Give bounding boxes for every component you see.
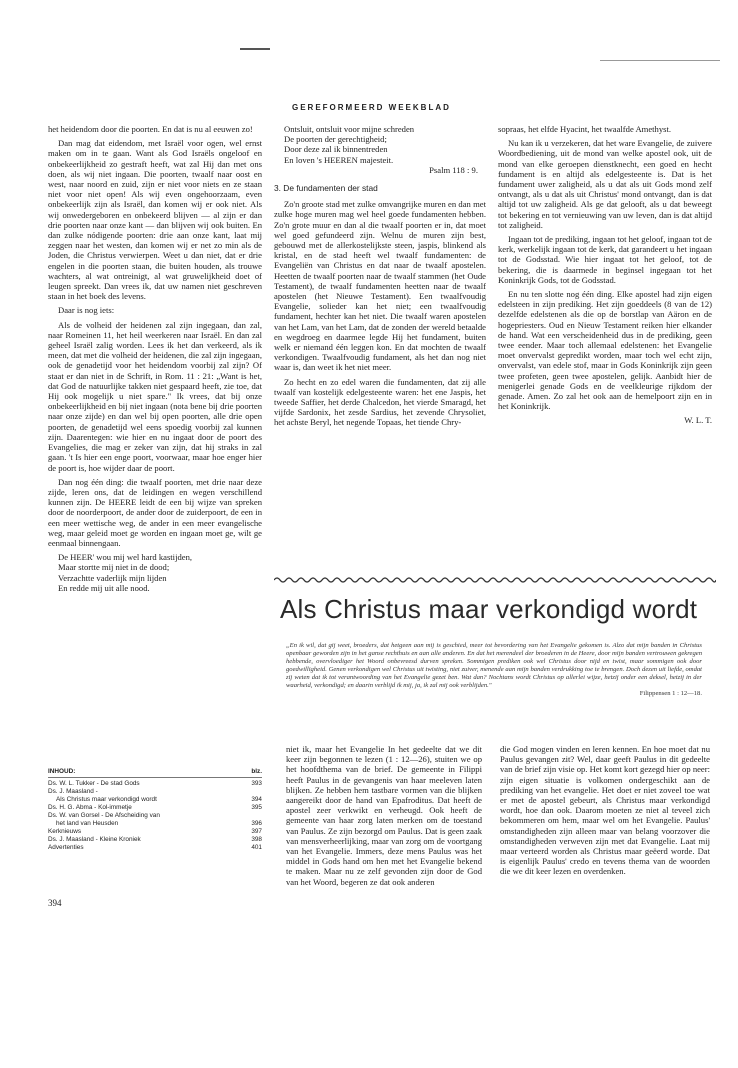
paragraph: niet ik, maar het Evangelie In het gedeelte dat we dit keer zijn begonnen te lezen (1 : 12—26), stuiten we op het hoofdthema van de brief. De gemeente in Filippi heeft Paulus in de gevangenis van haar meeleven laten blijken. Ze hebben hem tastbare vormen van die blijken aangereikt door de hand van Epafroditus. Dat heeft de apostel zeer verkwikt en verheugd. Ook heeft de gemeente van haar zorg laten merken om de toestand van Paulus. Ze zijn bezorgd om Paulus. Dat is geen zaak van mensverheerlijking, maar van zorg om de voortgang van het Evangelie. Immers, deze mens Paulus was het middel in Gods hand om hen met het Evangelie bekend te maken. Maar nu ze zelf gevonden zijn door de God van het Woord, begeren ze dat ook anderen: [286, 744, 482, 887]
toc-title: Ds. W. L. Tukker - De stad Gods: [48, 780, 140, 787]
toc-title: Ds. J. Maasland - Kleine Kroniek: [48, 836, 141, 843]
paragraph: Zo'n groote stad met zulke omvangrijke muren en dan met zulke hoge muren mag wel heel goede fundamenten hebben. Zo'n grote muur en dan al die twaalf poorten er in, dat moet wel goed gefundeerd zijn. Welnu de muren zijn best, gebouwd met de allerkostelijkste steen, jaspis, blinkend als kristal, en de stad heeft wel twaalf fundamenten: de Evangeliën van Christus en dat naar de twaalf apostelen. Heetten de twaalf poorten naar de twaalf stammen (het Oude Testament), de twaalf fundamenten heetten naar de twaalf apostelen (het Nieuwe Testament). Een twaalfvoudig Evangelie, solieder kan het niet; een twaalfvoudig fundament, hechter kan het niet. Die twaalf waren apostelen van het Lam, van het Lam, dat de zonden der wereld betaalde en wegdroeg en daarmee legde Hij het fundament, buiten welk er niemand één leggen kon. En dat mochten de twaalf verkondigen. Twaalfvoudig fundament, als het dan nog niet waar is, dan weet ik het niet meer.: [274, 199, 486, 373]
toc-page: 394: [251, 796, 262, 803]
toc-page: [244, 812, 262, 820]
toc-row: [48, 812, 262, 820]
poem-line: De poorten der gerechtigheid;: [284, 134, 387, 145]
poem-line: En loven 's HEEREN majesteit.: [284, 154, 394, 165]
toc-row: [48, 796, 262, 804]
paragraph: Ingaan tot de prediking, ingaan tot het geloof, ingaan tot de kerk, werkelijk ingaan tot de kerk, dat garandeert u het ingaan tot de Godsstad. Wie hier ingaat tot het geloof, tot de bekering, die is daarmede in beginsel ingegaan tot het Koninkrijk Gods, tot de Godsstad.: [498, 234, 712, 285]
poem-line: De HEER' wou mij wel hard kastijden,: [58, 552, 193, 563]
toc-row: [48, 828, 262, 836]
paragraph: sopraas, het elfde Hyacint, het twaalfde Amethyst.: [498, 124, 672, 134]
section-heading: 3. De fundamenten der stad: [274, 183, 378, 194]
toc-row: [48, 788, 262, 796]
toc-title: Kerknieuws: [48, 828, 82, 835]
wavy-divider: [274, 576, 716, 584]
intro-reference: Filippensen 1 : 12—18.: [639, 690, 702, 697]
article-title: Als Christus maar verkondigd wordt: [280, 594, 698, 624]
column-1: [48, 124, 262, 601]
paragraph: Dan nog één ding: die twaalf poorten, met drie naar deze zijde, leren ons, dat de leidingen en wegen verschillend kunnen zijn. De HEERE leidt de een bij wijze van spreken door de noorderpoort, de ander door de zuiderpoort, de een in een meer wettische weg, de ander in een meer evangelische weg, maar geleid moet ge worden en ingaan moet ge, wilt ge eenmaal binnengaan.: [48, 476, 262, 548]
poem-line: Door deze zal ik binnentreden: [284, 144, 388, 155]
paragraph: Zo hecht en zo edel waren die fundamenten, dat zij alle twaalf van kostelijk edelgesteente waren: het ene Jaspis, het tweede Saffier, het derde Chalcedon, het vierde Smaragd, het vijfde Sardonix, het zesde Sardius, het zevende Chrysoliet, het achste Beryl, het negende Topaas, het tiende Chry-: [274, 376, 486, 428]
masthead: GEREFORMEERD WEEKBLAD: [292, 103, 451, 112]
paragraph: het heidendom door die poorten. En dat is nu al eeuwen zo!: [48, 124, 253, 134]
intro-text: „En ik wil, dat gij weet, broeders, dat hetgeen aan mij is geschied, meer tot bevordering van het Evangelie gekomen is. Alzo dat mijn banden in Christus openbaar geworden zijn in het ganse rechthuis en aan alle anderen. En dat het merendeel der broederen in de Heere, door mijn banden vertrouwen gekregen hebbende, overvloediger het Woord onbevreesd durven spreken. Sommigen prediken ook wel Christus door nijd en twist, maar sommigen ook door goedwilligheid. Genen verkondigen wel Christus uit twisting, niet zuiver, menende aan mijn banden verdrukking toe te brengen. Doch dezen uit liefde, omdat zij weten dat ik tot verantwoording van het Evangelie gezet ben. Wat dan? Nochtans wordt Christus op allerlei wijze, hetzij onder een deksel, hetzij in der waarheid, verkondigd; en daarin verblijd ik mij, ja, ik zal mij ook verblijden.": [286, 642, 702, 689]
column-3: [498, 124, 712, 426]
toc-row: [48, 836, 262, 844]
scan-mark: [240, 48, 270, 50]
toc-header: [48, 768, 262, 778]
toc-page: 393: [251, 780, 262, 787]
scan-mark: [600, 60, 720, 61]
verse-reference: Psalm 118 : 9.: [429, 164, 478, 175]
toc-row: [48, 780, 262, 788]
scripture-intro: [286, 642, 702, 698]
toc-title: het land van Heusden: [56, 820, 119, 827]
paragraph: Dan mag dat eidendom, met Israël voor ogen, wel ernst maken om in te gaan. Want als God Israëls ongeloof en onbekeerlijkheid zo gestraft heeft, wat zal Hij dan met ons doen, als wij niet ingaan. Die poorten, twaalf naar oost en west, naar noord en zuid, zijn er niet voor niets en ze staan niet voor niet open! Als wij even ongehoorzaam, even onbekeerlijk zijn als Israël, dan komen wij er ook niet. Als wij onwedergeboren en onbekeerd blijven — al zijn er dan drie poorten naar onze kant — dan blijven wij ook buiten. En dan zulke nódigende poorten: drie aan onze kant, laat mij zeggen naar het westen, dan komen wij er net zo min als de Joden, die Christus verwierpen. Weet u dan niet, dat er drie engelen in die poorten staan, die buiten houden, als trouwe wachters, al wat ontreinigt, al wat gruwelijkheid doet of leugen spreekt. Dan vrees ik, dat uw namen niet geschreven staan in het boek des levens.: [48, 138, 262, 302]
toc-page: 396: [251, 820, 262, 827]
paragraph: Daar is nog iets:: [58, 305, 115, 316]
toc-row: [48, 804, 262, 812]
poem-line: Maar stortte mij niet in de dood;: [58, 562, 170, 573]
psalm-verse: [284, 124, 486, 175]
page-number: 394: [48, 898, 62, 908]
article-column-1: [286, 744, 482, 887]
toc-page: 398: [251, 836, 262, 843]
paragraph: Nu kan ik u verzekeren, dat het ware Evangelie, de zuivere Woordbediening, uit de mond van welke apostel ook, uit de mond van elke geroepen dienstknecht, een goed en hecht fundament is en altijd als edelgesteente is. Dat is het fundament uwer zaligheid, als u dat als uit Gods mond zelf ontvangt, als u dat als uit Christus' mond ontvangt, dan is dat altijd tot uw zaligheid. Als ge dat gelooft, als u dat beweegt tot bekering en tot vernieuwing van uw leven, dan is dat altijd tot zaligheid.: [498, 138, 712, 230]
toc-row: [48, 820, 262, 828]
toc-page: 395: [251, 804, 262, 811]
toc-page: [244, 788, 262, 796]
toc-title: Als Christus maar verkondigd wordt: [56, 796, 157, 803]
toc-page: 397: [251, 828, 262, 835]
article-column-2: [500, 744, 710, 877]
toc-heading: INHOUD:: [48, 768, 76, 775]
toc-row: [48, 844, 262, 852]
table-of-contents: [48, 768, 262, 852]
poem-line: Ontsluit, ontsluit voor mijne schreden: [284, 124, 415, 134]
toc-page-label: blz.: [251, 768, 262, 775]
toc-title: Advertenties: [48, 844, 84, 851]
poem-line: Verzachtte vaderlijk mijn lijden: [58, 572, 167, 583]
paragraph: En nu ten slotte nog één ding. Elke apostel had zijn eigen edelsteen in zijn prediking. Het zijn goeddeels (8 van de 12) dezelfde edelstenen als die op de borstlap van Aäron en de hogepriesters. Oud en Nieuw Testament reiken hier elkander de hand. Wat een verscheidenheid dus in de prediking, geen twee eender. Maar toch allemaal edelstenen: het Evangelie moet onvervalst gepredikt worden, maar toch wel echt zijn, onvervalst, van edele stof, maar in Gods Koninkrijk zijn geen twee profeten, geen twee apostelen, gelijk. Aanbidt hier de menigerlei genade Gods en de veelkleurige rijkdom der genade. Amen. Zo zal het ook aan de hemelpoort zijn en in het Koninkrijk.: [498, 289, 712, 412]
toc-title: Ds. W. van Gorsel - De Afscheiding van: [48, 812, 160, 819]
toc-page: 401: [251, 844, 262, 851]
column-2: [274, 124, 486, 432]
scan-margin: [0, 0, 738, 70]
author-signature: W. L. T.: [684, 415, 712, 426]
toc-title: Ds. J. Maasland -: [48, 788, 98, 795]
paragraph: Als de volheid der heidenen zal zijn ingegaan, dan zal, naar Romeinen 11, het heil weerkeren naar Israël. En dan zal geheel Israël zalig worden. Lees ik het dan verkeerd, als ik meen, dat met die volheid der heidenen, die zal zijn ingegaan, ook de genadetijd voor het heidendom voorbij zal zijn? Of staat er dan niet in de Schrift, in Rom. 11 : 21: „Want is het, dat God de natuurlijke takken niet gespaard heeft, zie toe, dat Hij ook mogelijk u niet spare." Ik vrees, dat bij onze onbekeerlijkheid en bij niet ingaan (nota bene bij drie poorten naar onze zijde) en dan wel bij open poorten, alle drie open poorten, de genadetijd wel eens spoedig voorbij zal kunnen zijn. Daarentegen: wie hier en nu ingaat door de poort des Evangelies, die mag er zeker van zijn, dat hij straks in zal gaan. 't Is hier een enge poort, voorwaar, maar hoe enger hier de poort is, hoe wijder daar de poort.: [48, 319, 262, 473]
psalm-verse: [58, 552, 262, 593]
paragraph: die God mogen vinden en leren kennen. En hoe moet dat nu Paulus gevangen zit? Wel, daar geeft Paulus in dit gedeelte van de brief zijn visie op. Het komt kort gezegd hier op neer: zijn eigen situatie is volkomen ondergeschikt aan de prediking van het evangelie. Het doet er niet zoveel toe wat er met de apostel gebeurt, als Christus maar verkondigd wordt, hoe dan ook. Daarom moeten ze niet al teveel zich bekommeren om hem, maar wel om het Evangelie. Paulus' omstandigheden zijn alleen maar van belang voorzover die omstandigheden verweven zijn met dat Evangelie. Laat mij maar verteerd worden als Christus maar geëerd worde. Dat is eigenlijk Paulus' credo en tevens thema van de woorden die we dit keer lezen en overdenken.: [500, 744, 710, 877]
toc-title: Ds. H. G. Abma - Kol-immetje: [48, 804, 132, 811]
poem-line: En redde mij uit alle nood.: [58, 582, 150, 593]
